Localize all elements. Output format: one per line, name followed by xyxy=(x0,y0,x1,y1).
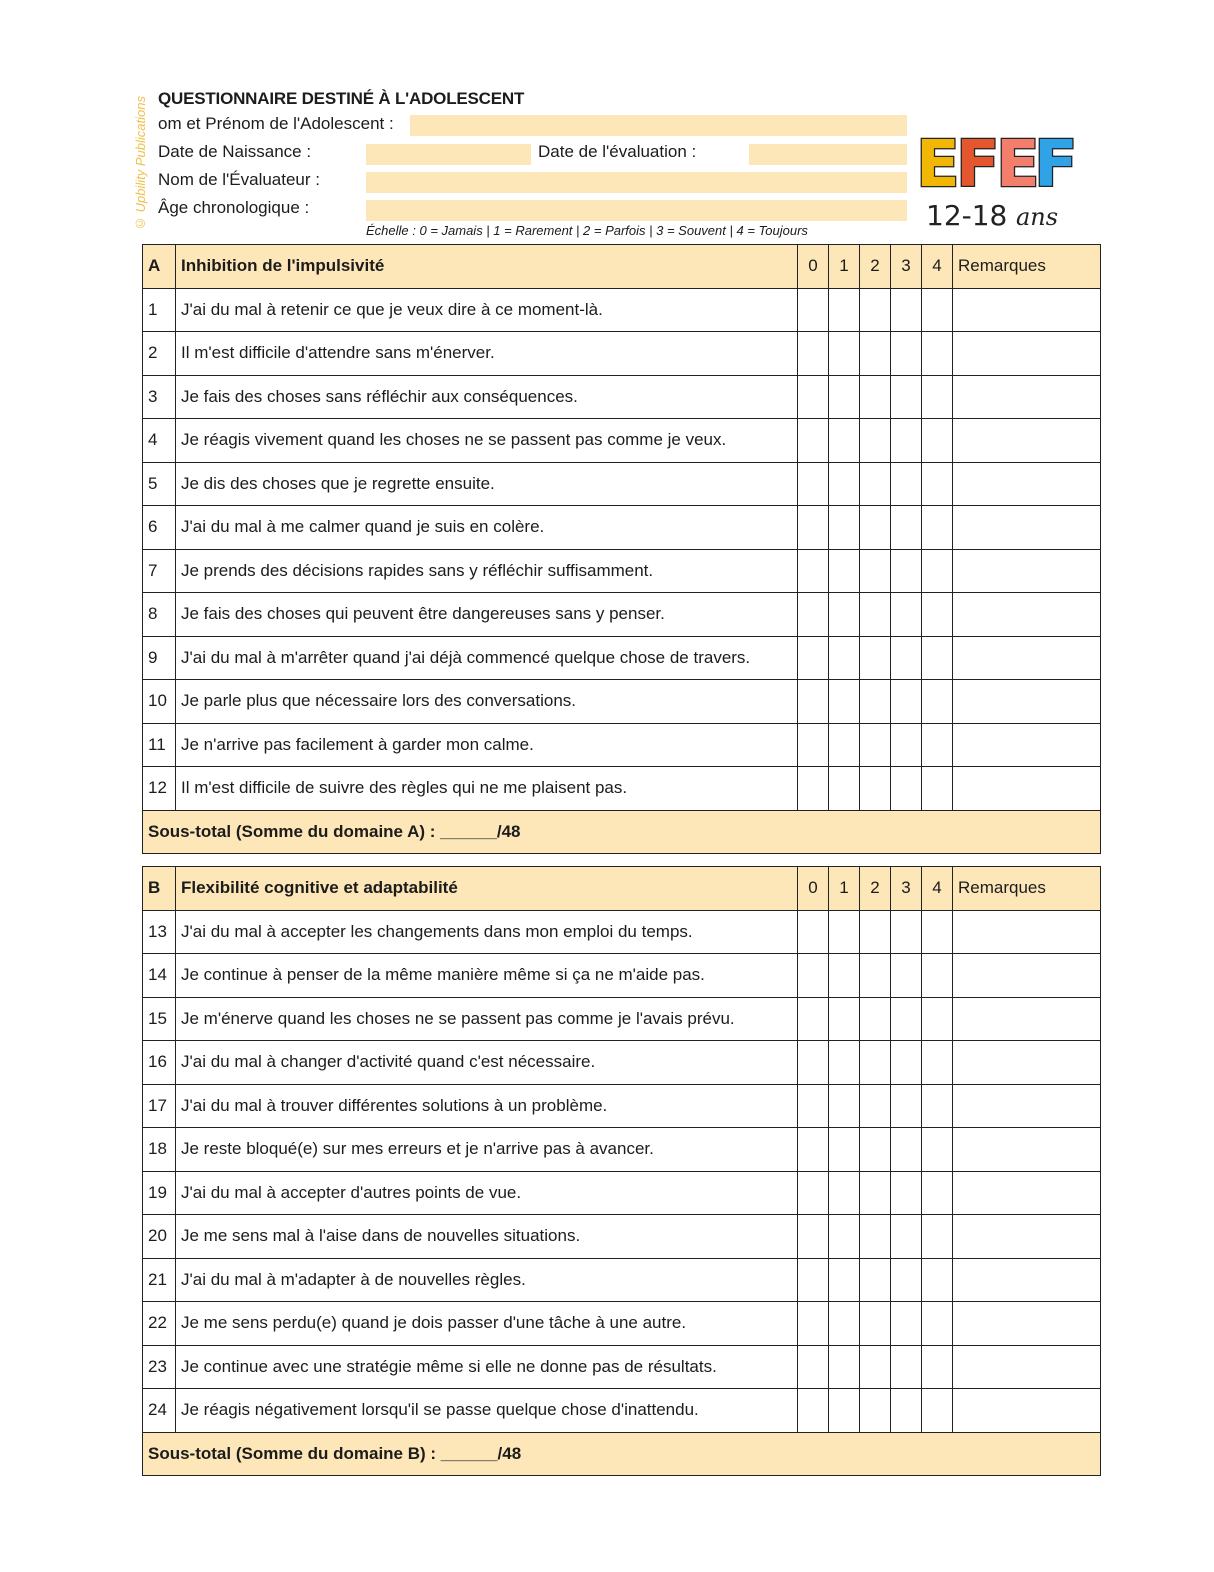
question-row xyxy=(143,636,1101,680)
score-cell-2[interactable] xyxy=(860,462,891,506)
question-number: 4 xyxy=(143,419,176,463)
remarks-header: Remarques xyxy=(953,867,1101,911)
question-text: Je me sens perdu(e) quand je dois passer d'une tâche à une autre. xyxy=(176,1302,798,1346)
question-number: 23 xyxy=(143,1345,176,1389)
remarks-cell[interactable] xyxy=(953,1084,1101,1128)
remarks-cell[interactable] xyxy=(953,767,1101,811)
score-cell-2[interactable] xyxy=(860,1171,891,1215)
question-row xyxy=(143,462,1101,506)
question-number: 3 xyxy=(143,375,176,419)
score-cell-4[interactable] xyxy=(922,767,953,811)
score-cell-2[interactable] xyxy=(860,288,891,332)
score-cell-0[interactable] xyxy=(798,1258,829,1302)
score-cell-2[interactable] xyxy=(860,332,891,376)
question-text: J'ai du mal à changer d'activité quand c'est nécessaire. xyxy=(176,1041,798,1085)
eval-date-label: Date de l'évaluation : xyxy=(538,142,697,161)
score-cell-3[interactable] xyxy=(891,593,922,637)
remarks-cell[interactable] xyxy=(953,288,1101,332)
question-row xyxy=(143,1215,1101,1259)
question-row xyxy=(143,419,1101,463)
score-cell-0[interactable] xyxy=(798,636,829,680)
remarks-cell[interactable] xyxy=(953,910,1101,954)
score-header-3: 3 xyxy=(891,867,922,911)
score-cell-1[interactable] xyxy=(829,1345,860,1389)
score-cell-4[interactable] xyxy=(922,954,953,998)
score-cell-0[interactable] xyxy=(798,680,829,724)
score-cell-0[interactable] xyxy=(798,419,829,463)
score-cell-1[interactable] xyxy=(829,1258,860,1302)
question-text: Je m'énerve quand les choses ne se passent pas comme je l'avais prévu. xyxy=(176,997,798,1041)
score-cell-2[interactable] xyxy=(860,506,891,550)
score-cell-1[interactable] xyxy=(829,1389,860,1433)
section-header-row xyxy=(143,867,1101,911)
question-row xyxy=(143,1258,1101,1302)
score-cell-3[interactable] xyxy=(891,1084,922,1128)
score-cell-2[interactable] xyxy=(860,680,891,724)
remarks-cell[interactable] xyxy=(953,506,1101,550)
score-cell-2[interactable] xyxy=(860,1215,891,1259)
remarks-cell[interactable] xyxy=(953,1389,1101,1433)
name-field[interactable] xyxy=(410,115,907,136)
score-cell-3[interactable] xyxy=(891,636,922,680)
question-text: Je parle plus que nécessaire lors des conversations. xyxy=(176,680,798,724)
question-text: J'ai du mal à retenir ce que je veux dire à ce moment-là. xyxy=(176,288,798,332)
question-number: 21 xyxy=(143,1258,176,1302)
remarks-cell[interactable] xyxy=(953,419,1101,463)
score-cell-2[interactable] xyxy=(860,997,891,1041)
score-cell-2[interactable] xyxy=(860,636,891,680)
score-cell-0[interactable] xyxy=(798,767,829,811)
remarks-cell[interactable] xyxy=(953,680,1101,724)
question-number: 9 xyxy=(143,636,176,680)
remarks-cell[interactable] xyxy=(953,375,1101,419)
score-cell-1[interactable] xyxy=(829,506,860,550)
score-cell-3[interactable] xyxy=(891,680,922,724)
score-cell-1[interactable] xyxy=(829,462,860,506)
section-b-table xyxy=(142,866,1101,1476)
score-cell-2[interactable] xyxy=(860,1258,891,1302)
score-cell-1[interactable] xyxy=(829,1215,860,1259)
score-cell-1[interactable] xyxy=(829,954,860,998)
score-cell-4[interactable] xyxy=(922,997,953,1041)
score-header-0: 0 xyxy=(798,867,829,911)
question-row xyxy=(143,1084,1101,1128)
score-cell-0[interactable] xyxy=(798,288,829,332)
question-text: Je me sens mal à l'aise dans de nouvelles situations. xyxy=(176,1215,798,1259)
score-cell-1[interactable] xyxy=(829,1171,860,1215)
question-number: 2 xyxy=(143,332,176,376)
score-cell-2[interactable] xyxy=(860,910,891,954)
score-cell-2[interactable] xyxy=(860,954,891,998)
score-cell-3[interactable] xyxy=(891,1258,922,1302)
subtotal-label: Sous-total (Somme du domaine A) : ______/48 xyxy=(143,810,1101,854)
question-text: J'ai du mal à accepter d'autres points de vue. xyxy=(176,1171,798,1215)
remarks-cell[interactable] xyxy=(953,1302,1101,1346)
score-cell-3[interactable] xyxy=(891,767,922,811)
score-cell-1[interactable] xyxy=(829,375,860,419)
score-cell-1[interactable] xyxy=(829,723,860,767)
score-cell-4[interactable] xyxy=(922,1041,953,1085)
question-row xyxy=(143,954,1101,998)
score-cell-2[interactable] xyxy=(860,1041,891,1085)
efef-logo xyxy=(916,122,1086,234)
score-header-2: 2 xyxy=(860,245,891,289)
page-title: QUESTIONNAIRE DESTINÉ À L'ADOLESCENT xyxy=(158,89,525,108)
question-number: 17 xyxy=(143,1084,176,1128)
score-cell-1[interactable] xyxy=(829,997,860,1041)
score-header-0: 0 xyxy=(798,245,829,289)
score-cell-2[interactable] xyxy=(860,767,891,811)
score-cell-0[interactable] xyxy=(798,506,829,550)
question-text: J'ai du mal à trouver différentes solutions à un problème. xyxy=(176,1084,798,1128)
remarks-cell[interactable] xyxy=(953,1171,1101,1215)
score-cell-3[interactable] xyxy=(891,1128,922,1172)
score-cell-0[interactable] xyxy=(798,954,829,998)
score-cell-1[interactable] xyxy=(829,419,860,463)
remarks-cell[interactable] xyxy=(953,332,1101,376)
score-cell-3[interactable] xyxy=(891,419,922,463)
score-header-2: 2 xyxy=(860,867,891,911)
question-row xyxy=(143,1389,1101,1433)
score-cell-4[interactable] xyxy=(922,419,953,463)
remarks-cell[interactable] xyxy=(953,593,1101,637)
score-cell-4[interactable] xyxy=(922,1302,953,1346)
score-cell-0[interactable] xyxy=(798,375,829,419)
score-header-1: 1 xyxy=(829,245,860,289)
question-text: Je dis des choses que je regrette ensuite. xyxy=(176,462,798,506)
score-cell-3[interactable] xyxy=(891,288,922,332)
score-cell-4[interactable] xyxy=(922,910,953,954)
score-cell-0[interactable] xyxy=(798,593,829,637)
question-text: Je continue à penser de la même manière même si ça ne m'aide pas. xyxy=(176,954,798,998)
question-row xyxy=(143,593,1101,637)
logo-letter-f2: F xyxy=(1034,128,1078,202)
score-cell-4[interactable] xyxy=(922,1084,953,1128)
score-cell-4[interactable] xyxy=(922,332,953,376)
question-text: Je réagis négativement lorsqu'il se passe quelque chose d'inattendu. xyxy=(176,1389,798,1433)
question-text: Je reste bloqué(e) sur mes erreurs et je n'arrive pas à avancer. xyxy=(176,1128,798,1172)
score-cell-4[interactable] xyxy=(922,288,953,332)
question-text: Je fais des choses qui peuvent être dangereuses sans y penser. xyxy=(176,593,798,637)
score-cell-4[interactable] xyxy=(922,680,953,724)
question-number: 11 xyxy=(143,723,176,767)
question-text: Je prends des décisions rapides sans y réfléchir suffisamment. xyxy=(176,549,798,593)
score-cell-3[interactable] xyxy=(891,910,922,954)
question-row xyxy=(143,288,1101,332)
score-cell-0[interactable] xyxy=(798,1171,829,1215)
question-row xyxy=(143,1302,1101,1346)
question-text: J'ai du mal à me calmer quand je suis en colère. xyxy=(176,506,798,550)
score-cell-0[interactable] xyxy=(798,332,829,376)
question-row xyxy=(143,767,1101,811)
section-a-table xyxy=(142,244,1101,854)
question-number: 6 xyxy=(143,506,176,550)
remarks-cell[interactable] xyxy=(953,1215,1101,1259)
score-header-4: 4 xyxy=(922,867,953,911)
logo-ans: ans xyxy=(1016,203,1059,231)
question-text: Il m'est difficile de suivre des règles qui ne me plaisent pas. xyxy=(176,767,798,811)
score-cell-4[interactable] xyxy=(922,462,953,506)
question-number: 1 xyxy=(143,288,176,332)
question-text: J'ai du mal à accepter les changements dans mon emploi du temps. xyxy=(176,910,798,954)
question-number: 22 xyxy=(143,1302,176,1346)
rating-scale-legend: Échelle : 0 = Jamais | 1 = Rarement | 2 = Parfois | 3 = Souvent | 4 = Toujours xyxy=(366,223,808,238)
question-number: 18 xyxy=(143,1128,176,1172)
remarks-header: Remarques xyxy=(953,245,1101,289)
score-cell-1[interactable] xyxy=(829,680,860,724)
score-cell-2[interactable] xyxy=(860,1302,891,1346)
logo-letter-f1: F xyxy=(956,128,1000,202)
score-cell-1[interactable] xyxy=(829,1041,860,1085)
score-cell-4[interactable] xyxy=(922,723,953,767)
score-cell-0[interactable] xyxy=(798,723,829,767)
age-label: Âge chronologique : xyxy=(158,198,310,217)
score-cell-3[interactable] xyxy=(891,723,922,767)
subtotal-row xyxy=(143,810,1101,854)
question-row xyxy=(143,1041,1101,1085)
score-cell-3[interactable] xyxy=(891,1345,922,1389)
question-row xyxy=(143,910,1101,954)
question-number: 5 xyxy=(143,462,176,506)
score-cell-3[interactable] xyxy=(891,462,922,506)
score-cell-0[interactable] xyxy=(798,1084,829,1128)
score-cell-3[interactable] xyxy=(891,332,922,376)
question-number: 8 xyxy=(143,593,176,637)
remarks-cell[interactable] xyxy=(953,1128,1101,1172)
question-row xyxy=(143,1128,1101,1172)
score-cell-4[interactable] xyxy=(922,636,953,680)
question-number: 16 xyxy=(143,1041,176,1085)
score-cell-2[interactable] xyxy=(860,419,891,463)
question-text: Je n'arrive pas facilement à garder mon calme. xyxy=(176,723,798,767)
score-cell-0[interactable] xyxy=(798,910,829,954)
question-text: Je fais des choses sans réfléchir aux conséquences. xyxy=(176,375,798,419)
question-row xyxy=(143,506,1101,550)
score-cell-4[interactable] xyxy=(922,1345,953,1389)
score-cell-3[interactable] xyxy=(891,1041,922,1085)
score-cell-1[interactable] xyxy=(829,767,860,811)
score-cell-3[interactable] xyxy=(891,954,922,998)
score-cell-2[interactable] xyxy=(860,1128,891,1172)
score-cell-1[interactable] xyxy=(829,332,860,376)
score-cell-4[interactable] xyxy=(922,1171,953,1215)
section-title: Inhibition de l'impulsivité xyxy=(176,245,798,289)
score-cell-1[interactable] xyxy=(829,636,860,680)
score-header-3: 3 xyxy=(891,245,922,289)
evaluator-label: Nom de l'Évaluateur : xyxy=(158,170,320,189)
question-number: 20 xyxy=(143,1215,176,1259)
score-cell-1[interactable] xyxy=(829,910,860,954)
score-cell-2[interactable] xyxy=(860,375,891,419)
copyright-credit: © Upbility Publications xyxy=(133,96,148,232)
question-text: Il m'est difficile d'attendre sans m'énerver. xyxy=(176,332,798,376)
logo-letter-e1: E xyxy=(916,128,960,202)
score-cell-4[interactable] xyxy=(922,1128,953,1172)
score-cell-2[interactable] xyxy=(860,1389,891,1433)
remarks-cell[interactable] xyxy=(953,462,1101,506)
score-cell-0[interactable] xyxy=(798,1389,829,1433)
question-row xyxy=(143,549,1101,593)
score-cell-2[interactable] xyxy=(860,549,891,593)
score-cell-3[interactable] xyxy=(891,506,922,550)
score-header-4: 4 xyxy=(922,245,953,289)
birth-date-field[interactable] xyxy=(366,144,531,165)
score-cell-1[interactable] xyxy=(829,288,860,332)
question-row xyxy=(143,332,1101,376)
subtotal-row xyxy=(143,1432,1101,1476)
score-cell-1[interactable] xyxy=(829,549,860,593)
score-cell-1[interactable] xyxy=(829,1128,860,1172)
question-text: Je réagis vivement quand les choses ne se passent pas comme je veux. xyxy=(176,419,798,463)
score-cell-0[interactable] xyxy=(798,462,829,506)
score-cell-0[interactable] xyxy=(798,1041,829,1085)
score-cell-2[interactable] xyxy=(860,593,891,637)
score-cell-4[interactable] xyxy=(922,1215,953,1259)
section-letter: B xyxy=(143,867,176,911)
question-number: 14 xyxy=(143,954,176,998)
score-cell-0[interactable] xyxy=(798,997,829,1041)
evaluator-field[interactable] xyxy=(366,172,907,193)
remarks-cell[interactable] xyxy=(953,954,1101,998)
question-row xyxy=(143,723,1101,767)
question-row xyxy=(143,1345,1101,1389)
score-cell-4[interactable] xyxy=(922,593,953,637)
remarks-cell[interactable] xyxy=(953,1345,1101,1389)
remarks-cell[interactable] xyxy=(953,549,1101,593)
score-cell-3[interactable] xyxy=(891,375,922,419)
score-cell-4[interactable] xyxy=(922,506,953,550)
question-row xyxy=(143,997,1101,1041)
age-field[interactable] xyxy=(366,200,907,221)
score-cell-1[interactable] xyxy=(829,593,860,637)
score-cell-3[interactable] xyxy=(891,997,922,1041)
question-number: 10 xyxy=(143,680,176,724)
section-letter: A xyxy=(143,245,176,289)
birth-date-label: Date de Naissance : xyxy=(158,142,312,161)
score-cell-1[interactable] xyxy=(829,1302,860,1346)
score-cell-0[interactable] xyxy=(798,1128,829,1172)
question-number: 12 xyxy=(143,767,176,811)
score-cell-3[interactable] xyxy=(891,1215,922,1259)
logo-letter-e2: E xyxy=(996,128,1040,202)
question-number: 13 xyxy=(143,910,176,954)
score-cell-2[interactable] xyxy=(860,1345,891,1389)
remarks-cell[interactable] xyxy=(953,723,1101,767)
question-number: 15 xyxy=(143,997,176,1041)
score-cell-0[interactable] xyxy=(798,1345,829,1389)
section-title: Flexibilité cognitive et adaptabilité xyxy=(176,867,798,911)
score-header-1: 1 xyxy=(829,867,860,911)
question-number: 19 xyxy=(143,1171,176,1215)
score-cell-3[interactable] xyxy=(891,1302,922,1346)
remarks-cell[interactable] xyxy=(953,1041,1101,1085)
question-row xyxy=(143,680,1101,724)
score-cell-2[interactable] xyxy=(860,1084,891,1128)
question-row xyxy=(143,375,1101,419)
score-cell-4[interactable] xyxy=(922,1389,953,1433)
question-number: 7 xyxy=(143,549,176,593)
subtotal-label: Sous-total (Somme du domaine B) : ______/48 xyxy=(143,1432,1101,1476)
question-number: 24 xyxy=(143,1389,176,1433)
score-cell-3[interactable] xyxy=(891,1171,922,1215)
remarks-cell[interactable] xyxy=(953,636,1101,680)
question-text: J'ai du mal à m'arrêter quand j'ai déjà commencé quelque chose de travers. xyxy=(176,636,798,680)
question-text: Je continue avec une stratégie même si elle ne donne pas de résultats. xyxy=(176,1345,798,1389)
score-cell-4[interactable] xyxy=(922,375,953,419)
score-cell-4[interactable] xyxy=(922,549,953,593)
remarks-cell[interactable] xyxy=(953,1258,1101,1302)
question-row xyxy=(143,1171,1101,1215)
name-label: om et Prénom de l'Adolescent : xyxy=(158,114,394,133)
score-cell-4[interactable] xyxy=(922,1258,953,1302)
score-cell-2[interactable] xyxy=(860,723,891,767)
question-text: J'ai du mal à m'adapter à de nouvelles règles. xyxy=(176,1258,798,1302)
score-cell-3[interactable] xyxy=(891,1389,922,1433)
eval-date-field[interactable] xyxy=(749,144,907,165)
section-header-row xyxy=(143,245,1101,289)
score-cell-0[interactable] xyxy=(798,1302,829,1346)
score-cell-1[interactable] xyxy=(829,1084,860,1128)
score-cell-0[interactable] xyxy=(798,549,829,593)
logo-age-range: 12-18 xyxy=(926,199,1008,232)
score-cell-3[interactable] xyxy=(891,549,922,593)
score-cell-0[interactable] xyxy=(798,1215,829,1259)
remarks-cell[interactable] xyxy=(953,997,1101,1041)
